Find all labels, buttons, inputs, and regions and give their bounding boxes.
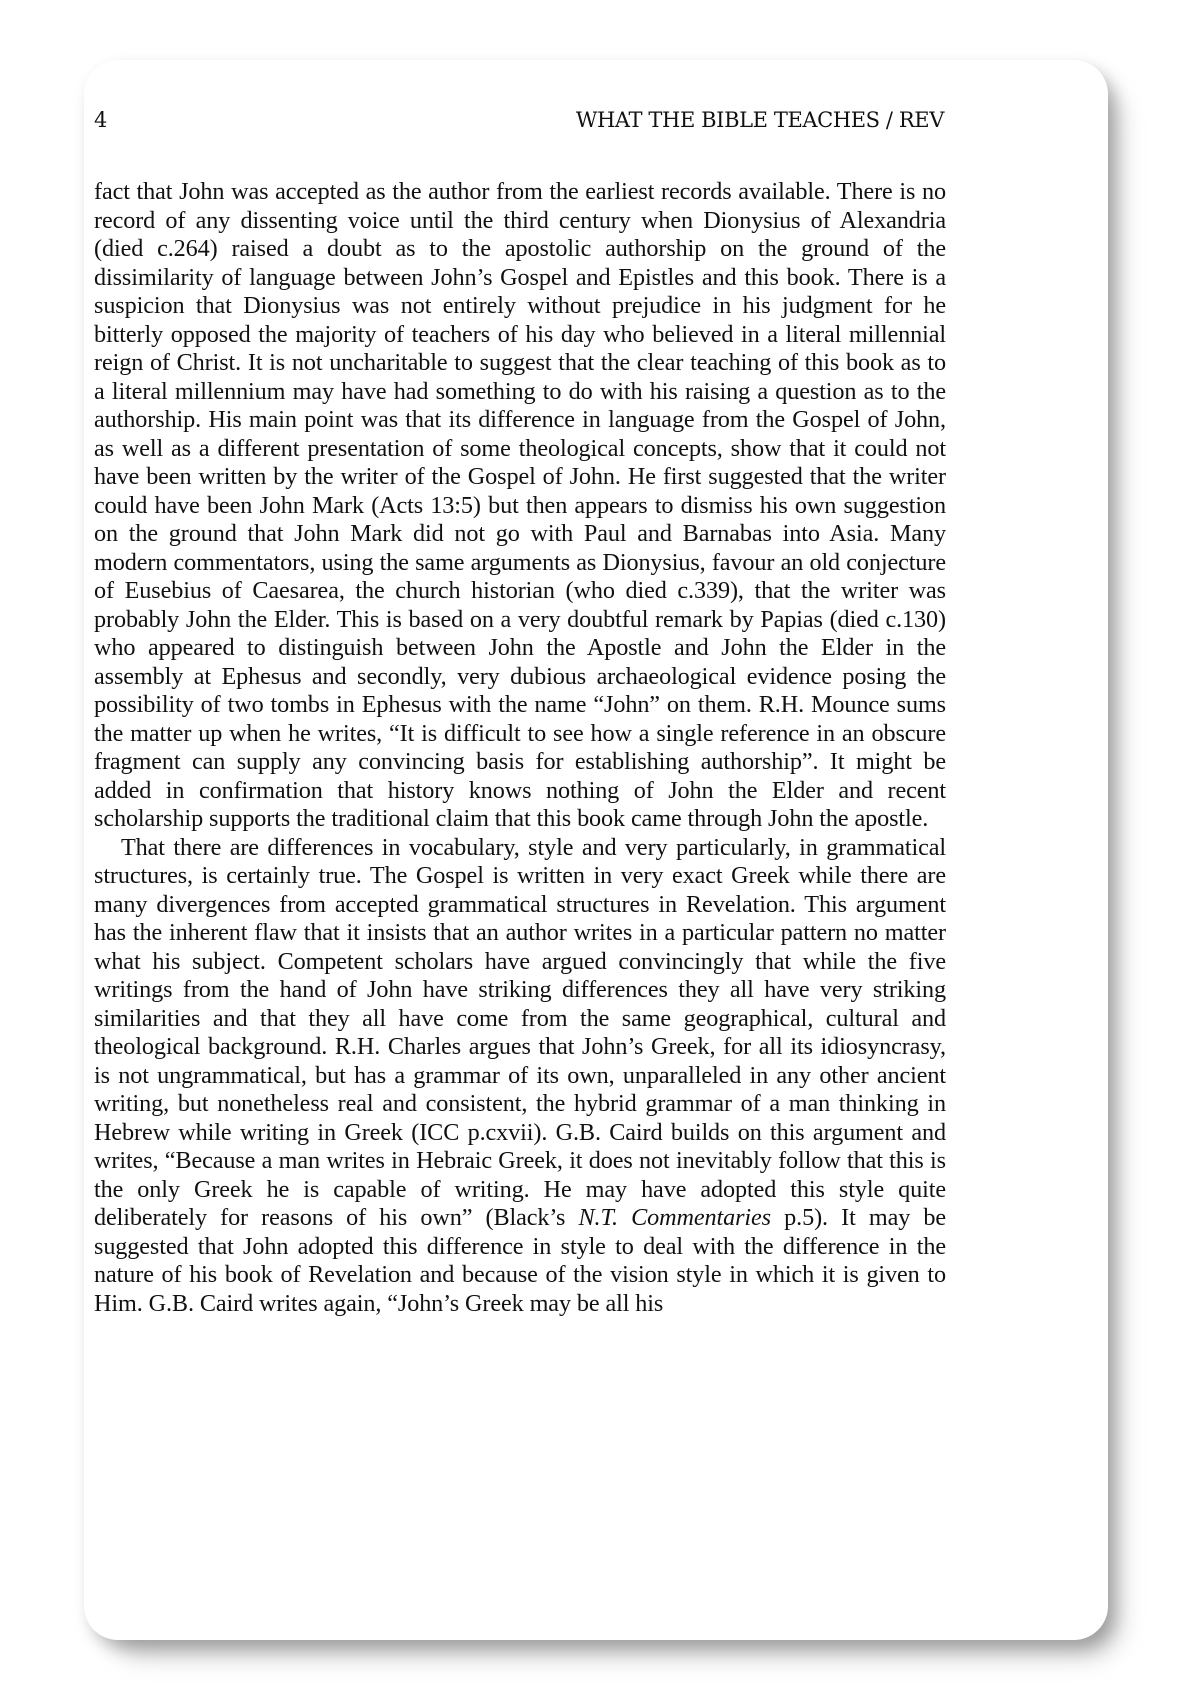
paragraph-2-text-a: That there are differences in vocabulary, style and very particularly, in grammatical structures, is certainly true. The Gospel is written in very exact Greek while there are many divergences from accepted grammatical structures in Revelation. This argument has the inherent flaw that it insists that an author writes in a particular pattern no matter what his subject. Competent scholars have argued convincingly that while the five writings from the hand of John have striking differences they all have very striking similarities and that they all have come from the same geographical, cultural and theological background. R.H. Charles argues that John’s Greek, for all its idiosyncrasy, is not ungrammatical, but has a grammar of its own, unparalleled in any other ancient writing, but nonetheless real and consistent, the hybrid grammar of a man thinking in Hebrew while writing in Greek (ICC p.cxvii). G.B. Caird builds on this argument and writes, “Because a man writes in Hebraic Greek, it does not inevitably follow that this is the only Greek he is capable of writing. He may have adopted this style quite deliberately for reasons of his own” (Black’s — [94, 833, 946, 1231]
book-title-italic: N.T. Commentaries — [578, 1204, 771, 1231]
page-number: 4 — [94, 108, 108, 132]
paragraph-1: fact that John was accepted as the author from the earliest records available. There is no record of any dissenting voice until the third century when Dionysius of Alexandria (died c.264) raised a doubt as to the apostolic authorship on the ground of the dissimilarity of language between John’s Gospel and Epistles and this book. There is a suspicion that Dionysius was not entirely without prejudice in his judgment for he bitterly opposed the majority of teachers of his day who believed in a literal millennial reign of Christ. It is not uncharitable to suggest that the clear teaching of this book as to a literal millennium may have had something to do with his raising a question as to the authorship. His main point was that its difference in language from the Gospel of John, as well as a different presentation of some theological concepts, show that it could not have been written by the writer of the Gospel of John. He first suggested that the writer could have been John Mark (Acts 13:5) but then appears to dismiss his own suggestion on the ground that John Mark did not go with Paul and Barnabas into Asia. Many modern commentators, using the same arguments as Dionysius, favour an old conjecture of Eusebius of Caesarea, the church historian (who died c.339), that the writer was probably John the Elder. This is based on a very doubtful remark by Papias (died c.130) who appeared to distinguish between John the Apostle and John the Elder in the assembly at Ephesus and secondly, very dubious archaeological evidence posing the possibility of two tombs in Ephesus with the name “John” on them. R.H. Mounce sums the matter up when he writes, “It is difficult to see how a single reference in an obscure fragment can supply any convincing basis for establishing authorship”. It might be added in confirmation that history knows nothing of John the Elder and recent scholarship supports the traditional claim that this book came through John the apostle. — [94, 178, 946, 832]
running-head: WHAT THE BIBLE TEACHES / REV — [575, 108, 944, 132]
body-text — [94, 178, 946, 1318]
page-header — [94, 108, 944, 136]
paragraph-2-text-b: p.5). It may be suggested that John adopted this difference in style to deal with the difference in the nature of his book of Revelation and because of the vision style in which it is given to Him. G.B. Caird writes again, “John’s Greek may be all his — [94, 1204, 947, 1317]
paragraph-2 — [94, 834, 946, 1319]
